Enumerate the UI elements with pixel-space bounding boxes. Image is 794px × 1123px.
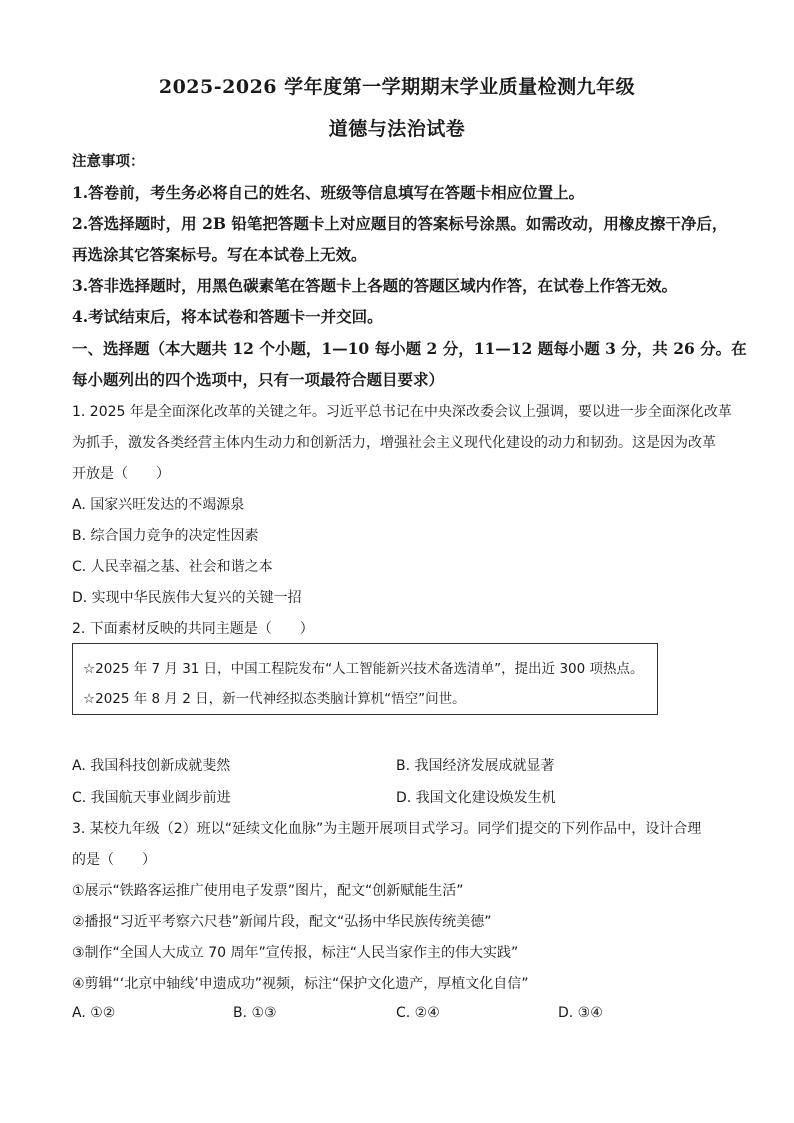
q3-option-a: A. ①②	[72, 1005, 116, 1021]
q3-stem-line-2: 的是（ ）	[72, 852, 156, 868]
notice-item-2-cont: 再选涂其它答案标号。写在本试卷上无效。	[72, 245, 367, 264]
notice-item-3: 3.答非选择题时，用黑色碳素笔在答题卡上各题的答题区域内作答，在试卷上作答无效。	[72, 276, 678, 295]
section-heading-cont: 每小题列出的四个选项中，只有一项最符合题目要求）	[72, 370, 445, 389]
q1-option-b: B. 综合国力竞争的决定性因素	[72, 528, 259, 544]
q2-material-line-1: ☆2025 年 7 月 31 日，中国工程院发布“人工智能新兴技术备选清单”，提出近 300 项热点。	[83, 661, 644, 677]
q1-stem-line-2: 为抓手，激发各类经营主体内生动力和创新活力，增强社会主义现代化建设的动力和韧劲。这是因为改革	[72, 435, 716, 451]
q3-item-2: ②播报“习近平考察六尺巷”新闻片段，配文“弘扬中华民族传统美德”	[72, 914, 492, 930]
q3-item-3: ③制作“全国人大成立 70 周年”宣传报，标注“人民当家作主的伟大实践”	[72, 945, 519, 961]
q2-option-c: C. 我国航天事业阔步前进	[72, 790, 231, 806]
q2-option-d: D. 我国文化建设焕发生机	[396, 790, 556, 806]
q2-material-box	[72, 643, 658, 715]
q1-option-a: A. 国家兴旺发达的不竭源泉	[72, 497, 245, 513]
notice-item-1: 1.答卷前，考生务必将自己的姓名、班级等信息填写在答题卡相应位置上。	[72, 183, 585, 202]
q1-option-c: C. 人民幸福之基、社会和谐之本	[72, 559, 273, 575]
q3-stem-line-1: 3. 某校九年级（2）班以“延续文化血脉”为主题开展项目式学习。同学们提交的下列作品中，设计合理	[72, 821, 702, 837]
q3-option-c: C. ②④	[396, 1005, 440, 1021]
q3-item-1: ①展示“铁路客运推广使用电子发票”图片，配文“创新赋能生活”	[72, 883, 464, 899]
q3-option-b: B. ①③	[233, 1005, 277, 1021]
exam-subject: 道德与法治试卷	[328, 118, 466, 140]
q2-stem: 2. 下面素材反映的共同主题是（ ）	[72, 621, 314, 637]
q2-option-a: A. 我国科技创新成就斐然	[72, 758, 231, 774]
q3-option-d: D. ③④	[558, 1005, 603, 1021]
q1-stem-line-3: 开放是（ ）	[72, 466, 170, 482]
notice-heading: 注意事项：	[72, 153, 145, 170]
exam-title: 2025-2026 学年度第一学期期末学业质量检测九年级	[158, 76, 636, 98]
q2-option-b: B. 我国经济发展成就显著	[396, 758, 555, 774]
notice-item-2: 2.答选择题时，用 2B 铅笔把答题卡上对应题目的答案标号涂黑。如需改动，用橡皮擦干净后，	[72, 214, 728, 233]
section-heading: 一、选择题（本大题共 12 个小题，1—10 每小题 2 分，11—12 题每小题 3 分，共 26 分。在	[72, 339, 747, 358]
notice-item-4: 4.考试结束后，将本试卷和答题卡一并交回。	[72, 307, 383, 326]
q2-material-line-2: ☆2025 年 8 月 2 日，新一代神经拟态类脑计算机“悟空”问世。	[83, 691, 466, 707]
q3-item-4: ④剪辑“‘北京中轴线’申遗成功”视频，标注“保护文化遗产，厚植文化自信”	[72, 976, 529, 992]
q1-option-d: D. 实现中华民族伟大复兴的关键一招	[72, 590, 302, 606]
q1-stem-line-1: 1. 2025 年是全面深化改革的关键之年。习近平总书记在中央深改委会议上强调，要以进一步全面深化改革	[72, 404, 732, 420]
